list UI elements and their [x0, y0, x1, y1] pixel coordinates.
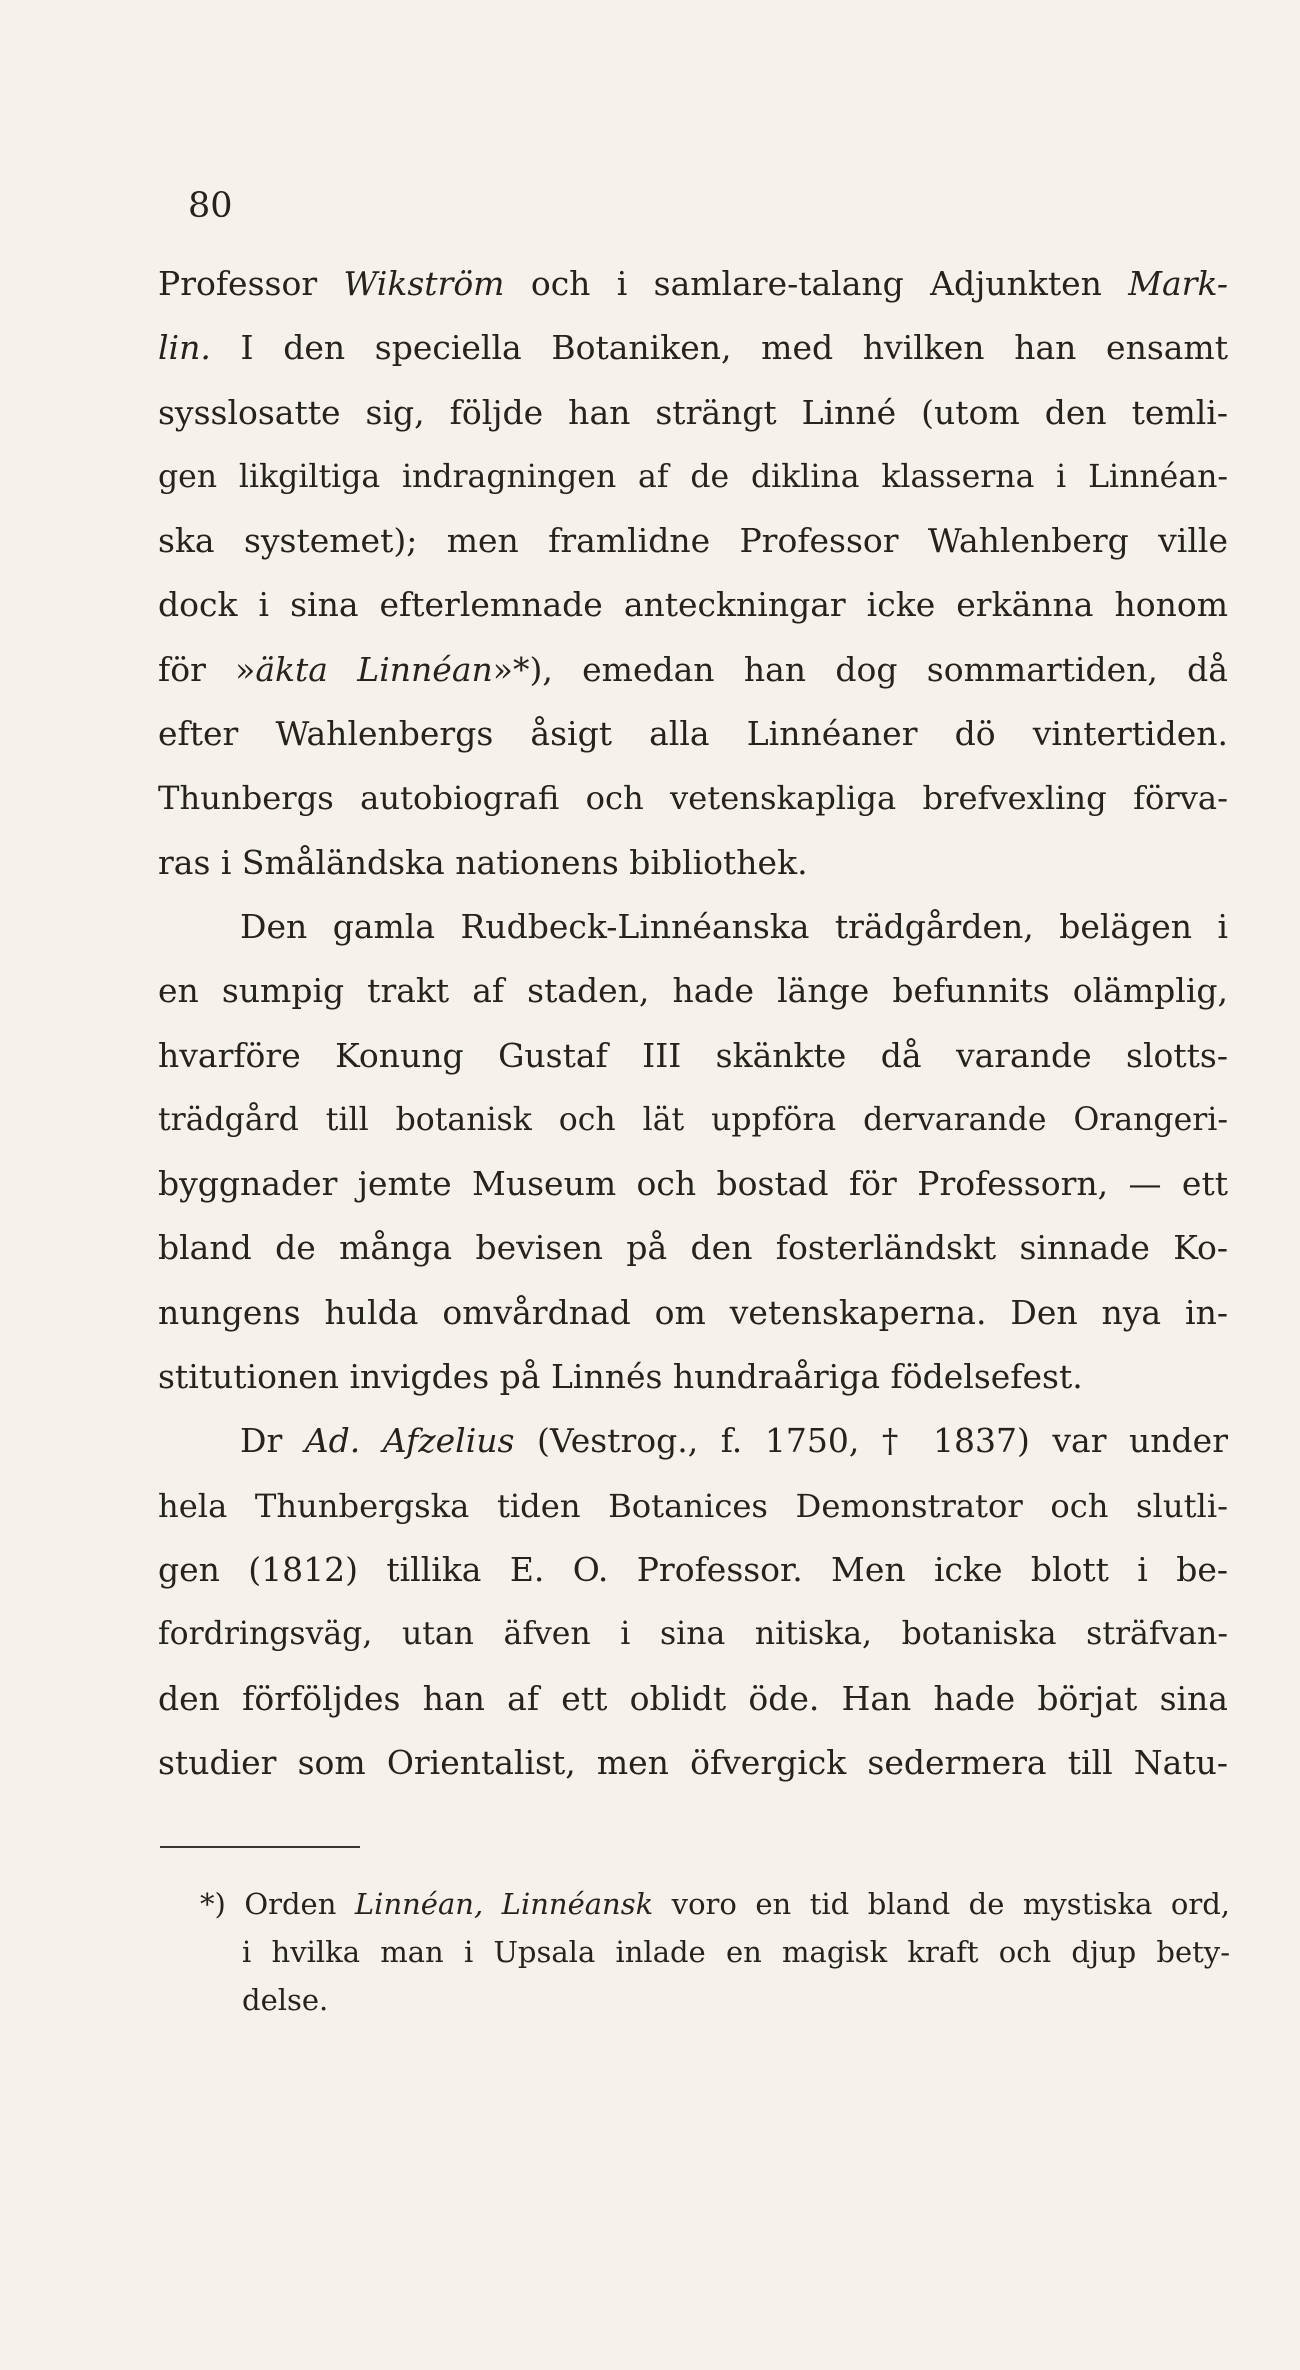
- italic-term: lin.: [158, 328, 211, 368]
- text-line: för »äkta Linnéan»*), emedan han dog sommartiden, då: [158, 649, 1228, 689]
- footnote-line: i hvilka man i Upsala inlade en magisk kraft och djup bety-: [242, 1935, 1230, 1969]
- text-line: byggnader jemte Museum och bostad för Professorn, — ett: [158, 1164, 1228, 1204]
- italic-term: Ad. Afzelius: [304, 1421, 515, 1461]
- text-line: ska systemet); men framlidne Professor Wahlenberg ville: [158, 521, 1228, 561]
- text-line: hela Thunbergska tiden Botanices Demonstrator och slutli-: [158, 1486, 1228, 1525]
- text-line: efter Wahlenbergs åsigt alla Linnéaner dö vintertiden.: [158, 714, 1228, 754]
- footnote-divider: [160, 1846, 360, 1848]
- footnote-line: *) Orden Linnéan, Linnéansk voro en tid bland de mystiska ord,: [200, 1887, 1230, 1921]
- text-line: hvarföre Konung Gustaf III skänkte då varande slotts-: [158, 1035, 1228, 1075]
- page-number: 80: [188, 186, 233, 226]
- text-line: studier som Orientalist, men öfvergick sedermera till Natu-: [158, 1742, 1228, 1782]
- italic-term: Wikström: [343, 264, 505, 303]
- text-line: nungens hulda omvårdnad om vetenskaperna. Den nya in-: [158, 1292, 1228, 1332]
- text-line: gen (1812) tillika E. O. Professor. Men icke blott i be-: [158, 1549, 1228, 1589]
- italic-term: Linnéan, Linnéansk: [354, 1887, 654, 1921]
- text-line: trädgård till botanisk och lät uppföra dervarande Orangeri-: [158, 1101, 1228, 1138]
- text-line: Den gamla Rudbeck-Linnéanska trädgården, belägen i: [240, 906, 1228, 946]
- body-text: [158, 252, 1228, 1795]
- footnote: [200, 1880, 1230, 2024]
- text-line: sysslosatte sig, följde han strängt Linné (utom den temli-: [158, 392, 1228, 432]
- text-line: fordringsväg, utan äfven i sina nitiska, botaniska sträfvan-: [158, 1616, 1228, 1653]
- text-line: gen likgiltiga indragningen af de diklina klasserna i Linnéan-: [158, 458, 1228, 495]
- italic-term: äkta Linnéan: [255, 649, 493, 689]
- text-line: Thunbergs autobiografi och vetenskapliga brefvexling förva-: [158, 779, 1228, 818]
- text-line: ras i Småländska nationens bibliothek.: [158, 842, 808, 882]
- text-line: den förföljdes han af ett oblidt öde. Han hade börjat sina: [158, 1678, 1228, 1718]
- text-line: Dr Ad. Afzelius (Vestrog., f. 1750, † 1837) var under: [240, 1421, 1228, 1461]
- text-line: dock i sina efterlemnade anteckningar icke erkänna honom: [158, 585, 1228, 625]
- text-line: Professor Wikström och i samlare-talang Adjunkten Mark-: [158, 264, 1229, 303]
- text-line: lin. I den speciella Botaniken, med hvilken han ensamt: [158, 328, 1228, 368]
- text-line: stitutionen invigdes på Linnés hundraåriga födelsefest.: [158, 1357, 1083, 1397]
- text-line: en sumpig trakt af staden, hade länge befunnits olämplig,: [158, 971, 1228, 1011]
- text-line: bland de många bevisen på den fosterländskt sinnade Ko-: [158, 1228, 1228, 1268]
- italic-term: Mark-: [1128, 264, 1229, 303]
- footnote-line: delse.: [242, 1983, 329, 2017]
